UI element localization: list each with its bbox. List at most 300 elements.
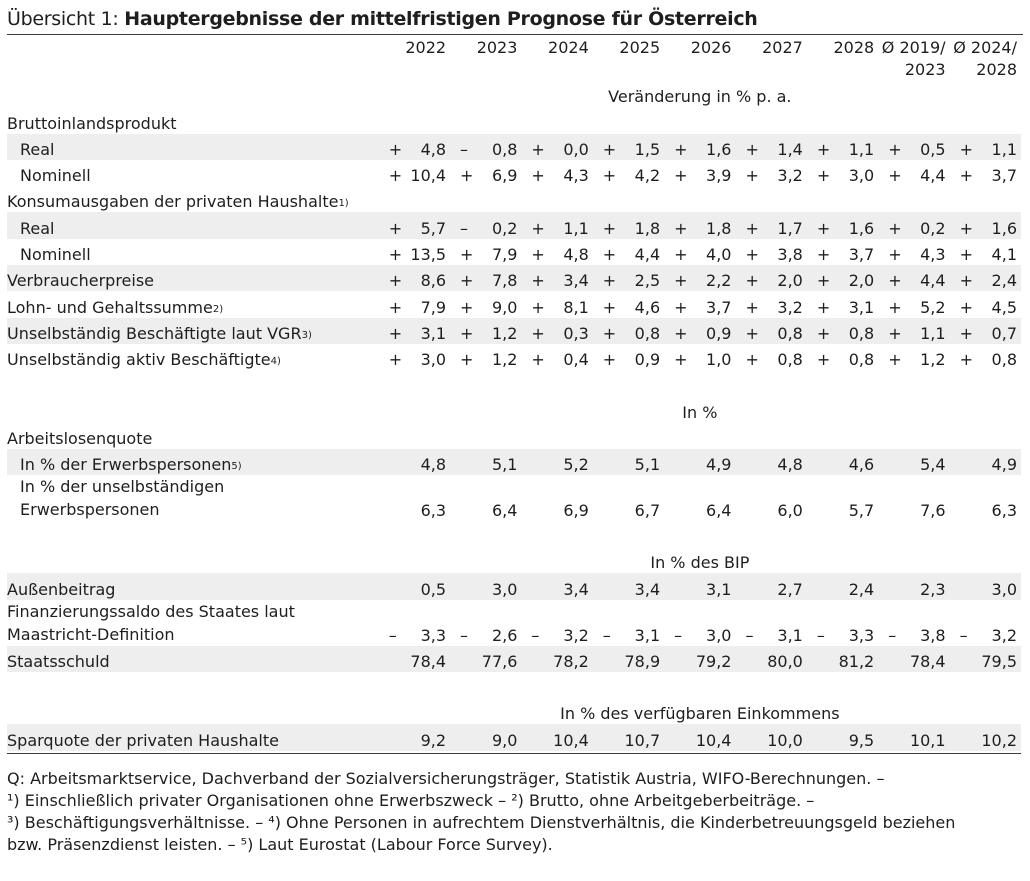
table-cell <box>878 291 949 317</box>
table-cell <box>807 160 878 186</box>
table-cell: 6,4 <box>491 501 518 521</box>
row-label <box>7 344 379 370</box>
table-cell: 80,0 <box>735 646 806 672</box>
sign: + <box>745 297 759 317</box>
table-row <box>7 600 1021 646</box>
table-row <box>7 573 1021 599</box>
sign: + <box>816 166 831 186</box>
bottom-rule <box>7 753 1021 754</box>
value: 2,0 <box>848 271 875 291</box>
sign: + <box>745 166 759 186</box>
sign: + <box>460 245 474 265</box>
value: 3,1 <box>634 625 661 645</box>
table-cell <box>379 344 450 370</box>
table-cell <box>950 265 1021 291</box>
results-table <box>7 35 1021 751</box>
sign: + <box>745 245 759 265</box>
sign: + <box>460 166 474 186</box>
value: 3,7 <box>848 245 875 265</box>
sign: + <box>816 139 831 159</box>
table-row <box>7 212 1021 238</box>
value: 3,0 <box>706 625 732 645</box>
table-cell <box>664 107 735 133</box>
table-cell: 4,9 <box>950 449 1021 475</box>
row-label <box>7 318 379 344</box>
sign: – <box>888 625 897 645</box>
table-cell: 5,2 <box>521 449 592 475</box>
table-cell <box>450 212 521 238</box>
table-cell: 81,2 <box>807 646 878 672</box>
value: 2,6 <box>491 625 518 645</box>
table-cell <box>379 423 450 449</box>
table-cell: 2,7 <box>735 573 806 599</box>
sign: + <box>959 218 973 238</box>
row-label-text: Außenbeitrag <box>7 579 116 599</box>
table-cell: 4,8 <box>735 449 806 475</box>
sign: + <box>745 350 759 370</box>
value: 0,8 <box>634 323 661 343</box>
row-label-text: Real <box>20 218 55 238</box>
sign: + <box>745 323 759 343</box>
value: 9,0 <box>491 297 518 317</box>
table-cell <box>379 291 450 317</box>
sign: + <box>959 297 973 317</box>
row-label <box>7 107 379 133</box>
unit-row <box>7 396 1021 422</box>
table-cell: 2,4 <box>807 573 878 599</box>
table-cell <box>450 291 521 317</box>
value: 0,8 <box>491 139 518 159</box>
sign: + <box>531 350 545 370</box>
table-cell <box>807 239 878 265</box>
sign: – <box>388 625 397 645</box>
value: 1,1 <box>848 139 875 159</box>
row-label <box>7 265 379 291</box>
sign: + <box>531 166 545 186</box>
table-cell <box>807 600 878 646</box>
table-title <box>7 4 1023 34</box>
table-cell: 78,2 <box>521 646 592 672</box>
row-label-line: Erwerbspersonen <box>20 500 160 520</box>
sign: – <box>959 625 968 645</box>
sign: + <box>388 218 403 238</box>
value: 0,7 <box>991 323 1017 343</box>
table-cell: 10,2 <box>950 724 1021 750</box>
table-cell <box>450 265 521 291</box>
sign: + <box>388 297 403 317</box>
col-header: 2025 <box>619 38 661 57</box>
row-label-text: Unselbständig Beschäftigte laut VGR <box>7 323 302 343</box>
sign: + <box>602 350 617 370</box>
sign: + <box>816 271 831 291</box>
value: 4,4 <box>920 271 946 291</box>
value: 2,0 <box>777 271 803 291</box>
value: 4,8 <box>563 245 589 265</box>
table-cell: 79,5 <box>950 646 1021 672</box>
table-cell <box>593 318 664 344</box>
sign: + <box>674 271 688 291</box>
value: 0,4 <box>563 350 589 370</box>
table-cell <box>521 239 592 265</box>
sign: + <box>888 271 902 291</box>
value: 0,0 <box>563 139 589 159</box>
value: 1,6 <box>706 139 732 159</box>
footnote-marker: 1) <box>338 198 349 210</box>
table-cell <box>807 212 878 238</box>
table-cell: 9,0 <box>450 724 521 750</box>
row-label <box>7 186 379 212</box>
value: 2,5 <box>634 271 661 291</box>
table-cell <box>593 423 664 449</box>
unit-label: In % des BIP <box>650 553 750 573</box>
sign: + <box>959 323 973 343</box>
table-cell: 77,6 <box>450 646 521 672</box>
value: 0,2 <box>491 218 518 238</box>
value: 7,9 <box>491 245 518 265</box>
value: 5,2 <box>920 297 946 317</box>
row-label <box>7 475 379 521</box>
footnote-line: ¹) Einschließlich privater Organisationen ohne Erwerbszweck – ²) Brutto, ohne Arbeitgeberbeiträge. – <box>7 790 815 810</box>
table-row <box>7 344 1021 370</box>
col-header: 2023 <box>476 38 518 57</box>
sign: + <box>888 297 902 317</box>
table-cell <box>735 107 806 133</box>
table-cell <box>593 212 664 238</box>
value: 7,9 <box>420 297 447 317</box>
sign: + <box>531 218 545 238</box>
table-cell: 3,4 <box>593 573 664 599</box>
sign: + <box>959 166 973 186</box>
col-header: 2027 <box>762 38 803 57</box>
sign: + <box>888 323 902 343</box>
value: 1,5 <box>634 139 661 159</box>
row-label <box>7 212 379 238</box>
sign: + <box>674 245 688 265</box>
row-label-line: Finanzierungssaldo des Staates laut <box>7 601 295 621</box>
value: 1,1 <box>563 218 589 238</box>
table-cell <box>593 107 664 133</box>
table-cell <box>735 423 806 449</box>
value: 2,4 <box>991 271 1017 291</box>
table-cell: 79,2 <box>664 646 735 672</box>
value: 0,8 <box>777 323 803 343</box>
table-cell <box>521 318 592 344</box>
table-cell: 10,0 <box>735 724 806 750</box>
value: 3,2 <box>777 297 803 317</box>
row-label-text: Sparquote der privaten Haushalte <box>7 730 279 750</box>
col-header: 2028 <box>833 38 875 57</box>
value: 4,3 <box>563 166 589 186</box>
value: 1,0 <box>706 350 732 370</box>
value: 0,8 <box>848 350 875 370</box>
table-cell <box>664 318 735 344</box>
row-label-text: Konsumausgaben der privaten Haushalte <box>7 192 339 212</box>
sign: + <box>602 166 617 186</box>
sign: – <box>745 625 754 645</box>
table-cell: 4,6 <box>807 449 878 475</box>
header-row <box>7 35 1021 81</box>
value: 3,7 <box>991 166 1017 186</box>
sign: + <box>388 271 403 291</box>
row-label-text: In % der Erwerbspersonen <box>20 455 232 475</box>
sign: + <box>816 323 831 343</box>
table-cell: 0,5 <box>379 573 450 599</box>
table-cell <box>450 239 521 265</box>
value: 0,9 <box>706 323 732 343</box>
table-cell <box>950 186 1021 212</box>
col-header: 2024 <box>548 38 589 57</box>
table-row <box>7 724 1021 750</box>
value: 0,8 <box>991 350 1017 370</box>
table-cell: 6,3 <box>420 501 447 521</box>
value: 1,2 <box>491 323 518 343</box>
sign: + <box>888 166 902 186</box>
sign: + <box>816 350 831 370</box>
table-row <box>7 449 1021 475</box>
table-cell: 10,1 <box>878 724 949 750</box>
sign: + <box>959 271 973 291</box>
table-cell <box>379 239 450 265</box>
value: 3,8 <box>920 625 946 645</box>
table-cell <box>664 265 735 291</box>
table-cell: 7,6 <box>920 501 946 521</box>
sign: + <box>388 139 403 159</box>
table-cell <box>450 600 521 646</box>
row-label <box>7 449 379 475</box>
table-cell: 6,9 <box>563 501 589 521</box>
footnotes <box>7 768 1021 856</box>
row-label <box>7 239 379 265</box>
footnote-marker: 3) <box>301 329 312 341</box>
sign: + <box>531 323 545 343</box>
table-cell <box>878 239 949 265</box>
table-row <box>7 186 1021 212</box>
sign: + <box>602 139 617 159</box>
value: 7,8 <box>491 271 518 291</box>
table-cell <box>521 160 592 186</box>
table-cell <box>379 265 450 291</box>
table-row <box>7 265 1021 291</box>
sign: + <box>531 297 545 317</box>
value: 1,6 <box>991 218 1017 238</box>
table-cell: 9,2 <box>379 724 450 750</box>
table-cell: 10,4 <box>664 724 735 750</box>
table-cell <box>521 291 592 317</box>
sign: – <box>460 139 469 159</box>
table-cell <box>450 318 521 344</box>
table-cell <box>521 186 592 212</box>
table-cell <box>379 212 450 238</box>
value: 1,1 <box>920 323 946 343</box>
table-cell <box>878 186 949 212</box>
sign: + <box>959 139 973 159</box>
table-cell <box>450 160 521 186</box>
unit-label: Veränderung in % p. a. <box>608 87 792 107</box>
table-cell <box>521 134 592 160</box>
table-cell <box>450 423 521 449</box>
footnote-marker: 4) <box>270 356 281 368</box>
table-cell <box>521 344 592 370</box>
table-cell <box>450 107 521 133</box>
table-cell <box>950 239 1021 265</box>
sign: + <box>674 323 688 343</box>
sign: + <box>531 139 545 159</box>
value: 3,2 <box>991 625 1017 645</box>
sign: + <box>388 350 403 370</box>
value: 5,7 <box>420 218 447 238</box>
title-prefix: Übersicht 1: <box>7 8 125 30</box>
footnote-line: Q: Arbeitsmarktservice, Dachverband der Sozialversicherungsträger, Statistik Austria, WIFO-Berechnungen. – <box>7 768 885 788</box>
sign: + <box>816 297 831 317</box>
row-label-line: In % der unselbständigen <box>20 477 225 497</box>
table-cell <box>593 265 664 291</box>
table-cell <box>450 344 521 370</box>
table-cell <box>664 291 735 317</box>
sign: + <box>745 218 759 238</box>
table-cell <box>664 239 735 265</box>
row-label-line: Maastricht-Definition <box>7 624 175 644</box>
sign: – <box>460 625 469 645</box>
table-cell <box>735 600 806 646</box>
header-blank <box>7 35 379 81</box>
table-row <box>7 646 1021 672</box>
table-row <box>7 318 1021 344</box>
table-cell <box>521 423 592 449</box>
sign: + <box>460 323 474 343</box>
table-cell <box>950 134 1021 160</box>
table-cell <box>735 160 806 186</box>
table-cell <box>664 134 735 160</box>
table-row <box>7 423 1021 449</box>
sign: + <box>460 271 474 291</box>
value: 1,2 <box>920 350 946 370</box>
value: 1,6 <box>848 218 875 238</box>
table-cell <box>664 423 735 449</box>
table-cell <box>735 186 806 212</box>
row-label-text: Real <box>20 139 55 159</box>
spacer-row <box>7 370 1021 396</box>
table-cell <box>807 265 878 291</box>
unit-row <box>7 547 1021 573</box>
value: 3,1 <box>420 323 447 343</box>
table-cell: 3,4 <box>521 573 592 599</box>
col-header: Ø 2019/ 2023 <box>881 38 946 79</box>
value: 3,3 <box>848 625 875 645</box>
sign: + <box>888 218 902 238</box>
row-label <box>7 423 379 449</box>
table-cell: 4,9 <box>664 449 735 475</box>
value: 3,1 <box>777 625 803 645</box>
value: 1,1 <box>991 139 1017 159</box>
table-cell: 6,7 <box>634 501 661 521</box>
table-cell: 78,9 <box>593 646 664 672</box>
table-cell: 9,5 <box>807 724 878 750</box>
value: 0,8 <box>777 350 803 370</box>
sign: + <box>388 323 403 343</box>
table-cell <box>878 265 949 291</box>
value: 3,4 <box>563 271 589 291</box>
table-cell <box>807 423 878 449</box>
table-cell <box>593 134 664 160</box>
table-cell <box>735 239 806 265</box>
col-header: Ø 2024/ 2028 <box>953 38 1017 79</box>
sign: – <box>460 218 469 238</box>
sign: + <box>674 139 688 159</box>
value: 0,5 <box>920 139 946 159</box>
value: 4,8 <box>420 139 447 159</box>
sign: + <box>816 218 831 238</box>
table-cell <box>735 265 806 291</box>
sign: + <box>460 350 474 370</box>
table-cell <box>521 600 592 646</box>
table-cell: 5,1 <box>593 449 664 475</box>
table-cell: 3,1 <box>664 573 735 599</box>
value: 13,5 <box>410 245 447 265</box>
row-label <box>7 573 379 599</box>
table-cell <box>878 600 949 646</box>
value: 8,6 <box>420 271 447 291</box>
table-cell <box>664 600 735 646</box>
unit-label: In % <box>682 402 718 422</box>
value: 8,1 <box>563 297 589 317</box>
sign: + <box>816 245 831 265</box>
table-cell <box>950 600 1021 646</box>
table-cell <box>735 291 806 317</box>
unit-row <box>7 81 1021 107</box>
value: 4,4 <box>634 245 661 265</box>
table-cell <box>379 600 450 646</box>
table-row <box>7 134 1021 160</box>
table-cell <box>379 134 450 160</box>
table-cell: 3,0 <box>950 573 1021 599</box>
col-header: 2026 <box>690 38 732 57</box>
value: 3,8 <box>777 245 803 265</box>
table-cell <box>593 600 664 646</box>
value: 0,9 <box>634 350 661 370</box>
table-row <box>7 239 1021 265</box>
sign: + <box>531 245 545 265</box>
table-cell <box>735 344 806 370</box>
sign: + <box>602 323 617 343</box>
value: 3,3 <box>420 625 447 645</box>
value: 3,1 <box>848 297 875 317</box>
value: 6,9 <box>491 166 518 186</box>
table-cell <box>735 134 806 160</box>
table-cell <box>593 239 664 265</box>
table-cell <box>593 291 664 317</box>
footnote-marker: 2) <box>212 303 224 315</box>
table-row <box>7 475 1021 521</box>
table-row <box>7 107 1021 133</box>
table-cell <box>807 107 878 133</box>
sign: + <box>674 166 688 186</box>
sign: – <box>816 625 825 645</box>
value: 0,3 <box>563 323 589 343</box>
table-cell <box>450 186 521 212</box>
row-label-text: Nominell <box>20 245 91 265</box>
table-cell: 5,7 <box>848 501 875 521</box>
row-label <box>7 160 379 186</box>
footnote-line: ³) Beschäftigungsverhältnisse. – ⁴) Ohne Personen in aufrechtem Dienstverhältnis, die Kinderbetreuungsgeld beziehen <box>7 812 956 832</box>
table-cell <box>878 212 949 238</box>
table-cell <box>379 160 450 186</box>
row-label-text: Staatsschuld <box>7 652 110 672</box>
table-cell: 6,3 <box>991 501 1017 521</box>
sign: + <box>888 139 902 159</box>
table-cell: 6,4 <box>706 501 732 521</box>
value: 4,5 <box>991 297 1017 317</box>
row-label-text: Bruttoinlandsprodukt <box>7 113 177 133</box>
